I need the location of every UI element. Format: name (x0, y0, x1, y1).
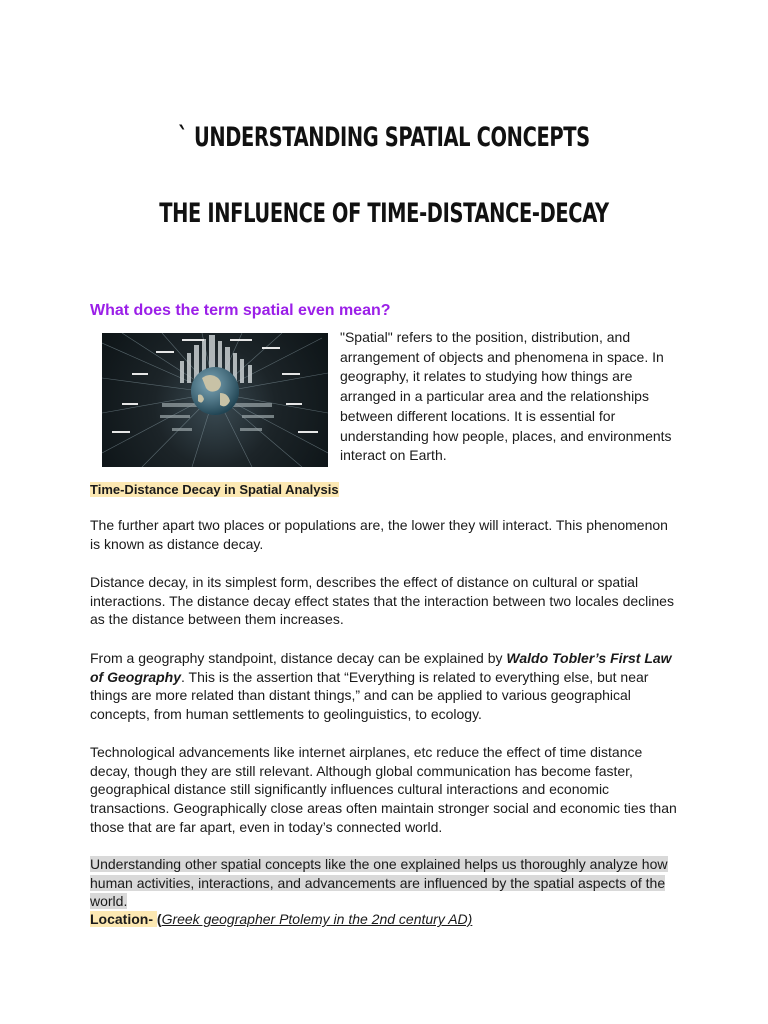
paragraph-5-highlight: Understanding other spatial concepts like the one explained helps us thoroughly analyze how human activities, interactions, and advancements are influenced by the spatial aspects of the world. (90, 856, 668, 910)
document-subtitle: THE INFLUENCE OF TIME-DISTANCE-DECAY (159, 198, 609, 229)
document-title: ` UNDERSTANDING SPATIAL CONCEPTS (178, 122, 590, 153)
paragraph-2: Distance decay, in its simplest form, describes the effect of distance on cultural or spatial interactions. The distance decay effect states that the interaction between two locales declines as the distance between them increases. (90, 574, 674, 628)
para3-start: From a geography standpoint, distance decay can be explained by (90, 650, 507, 666)
paragraph-1: The further apart two places or populations are, the lower they will interact. This phenomenon is known as distance decay. (90, 517, 668, 552)
tobler-law-emphasis: Waldo Tobler’s First Law of Geography (90, 650, 672, 685)
paragraph-5 (90, 855, 680, 911)
globe-illustration-svg (102, 333, 328, 467)
location-note: Greek geographer Ptolemy in the 2nd century AD) (161, 911, 473, 927)
paragraph-3 (90, 649, 680, 724)
location-line (90, 911, 472, 927)
section-subheading (90, 482, 339, 497)
question-heading: What does the term spatial even mean? (90, 302, 391, 319)
subheading-highlight: Time-Distance Decay in Spatial Analysis (90, 482, 339, 497)
paragraph-4: Technological advancements like internet airplanes, etc reduce the effect of time distance decay, though they are still relevant. Although global communication has become faster, geographical distance still significantly influences cultural interactions and economic transactions. Geographically close areas often maintain stronger social and economic ties than those that are far apart, even in today’s connected world. (90, 744, 677, 835)
location-label: Location- (90, 911, 157, 927)
spatial-definition-text: "Spatial" refers to the position, distribution, and arrangement of objects and phenomena in space. In geography, it relates to studying how things are arranged in a particular area and the relationships between different locations. It is essential for understanding how people, places, and environments interact on Earth. (340, 329, 672, 464)
globe-city-illustration (102, 333, 328, 467)
para3-end: . This is the assertion that “Everything is related to everything else, but near things are more related than distant things,” and can be applied to various geographical concepts, from human settlements to geolinguistics, to ecology. (90, 668, 649, 723)
location-paren: ( (156, 911, 162, 927)
